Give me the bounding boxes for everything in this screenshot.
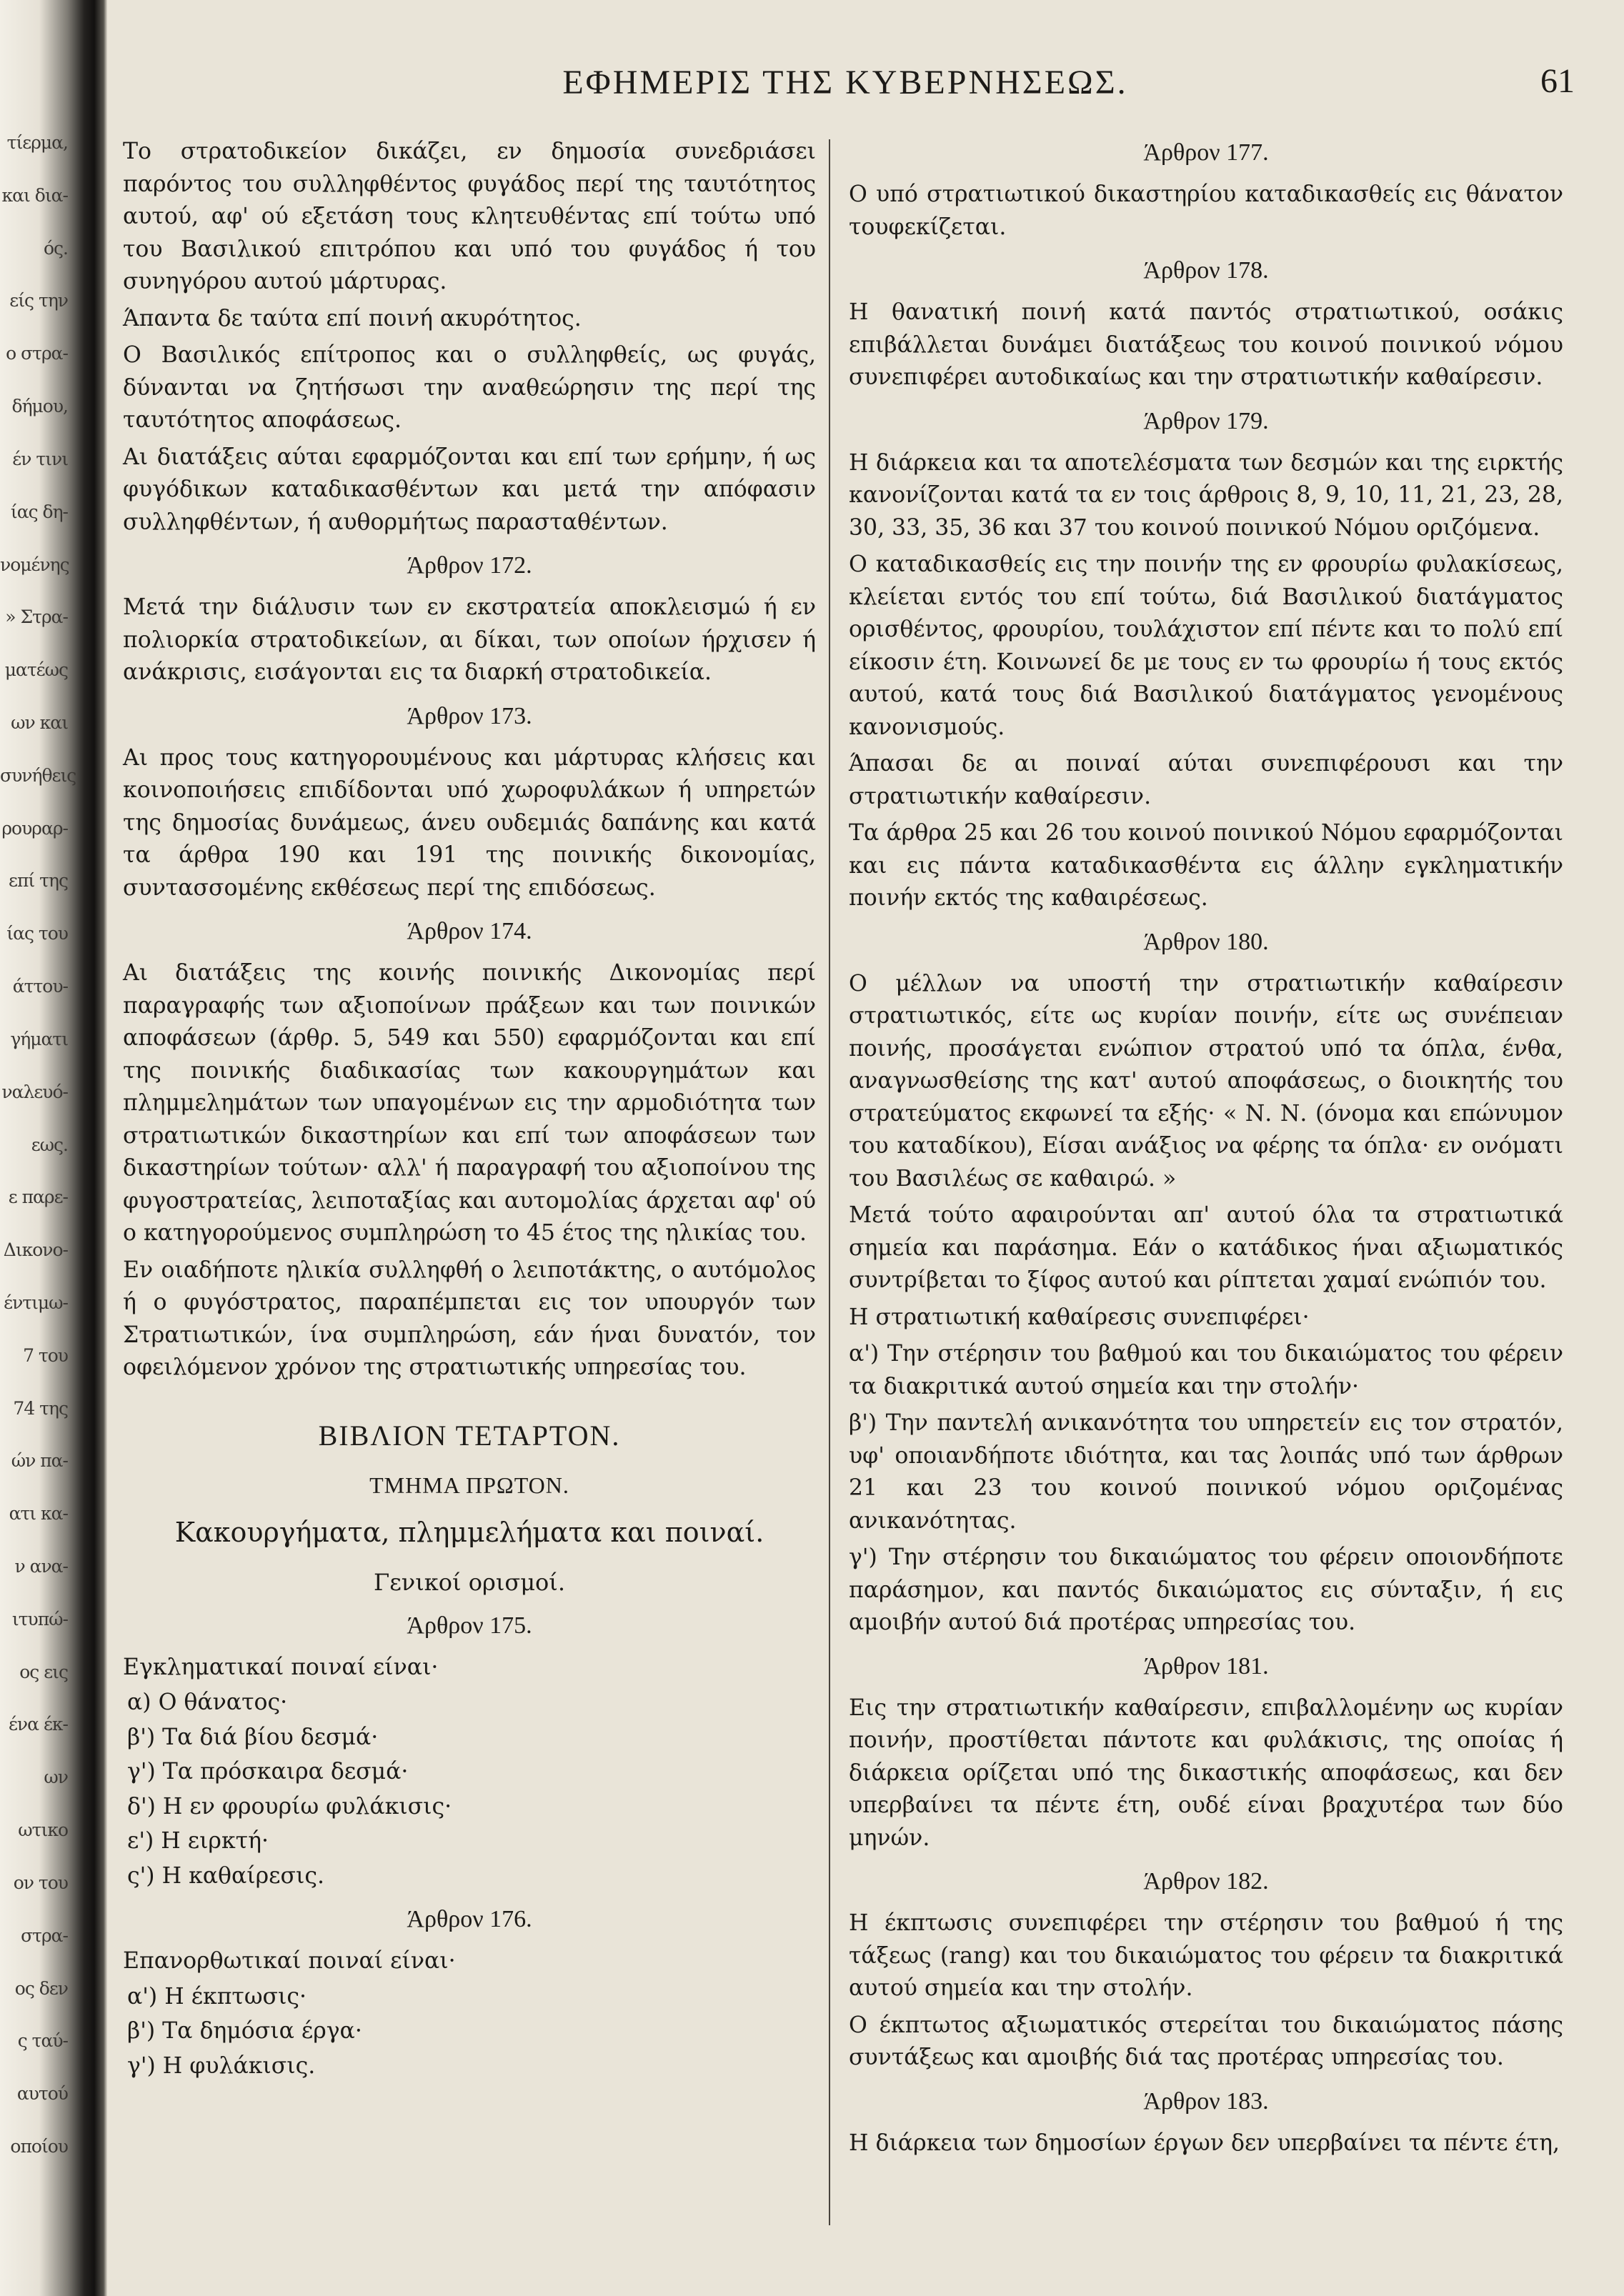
section-title: ΤΜΗΜΑ ΠΡΩΤΟΝ.: [369, 1472, 569, 1498]
paragraph: Τα άρθρα 25 και 26 του κοινού ποινικού Νόμου εφαρμόζονται και εις πάντα καταδικασθέντα εις άλλην εγκληματικήν ποινήν εκτός της καθαιρέσεως.: [849, 820, 1563, 911]
list-item: γ') Η φυλάκισις.: [127, 2052, 316, 2079]
margin-fragment: ίας του: [6, 923, 68, 944]
article-heading: Άρθρον 181.: [1143, 1652, 1269, 1679]
margin-fragment: δήμου,: [11, 396, 68, 416]
margin-fragment: οποίου: [10, 2136, 68, 2157]
article-heading: Άρθρον 182.: [1143, 1868, 1269, 1895]
article-heading: Άρθρον 179.: [1143, 407, 1269, 434]
general-provisions-heading: Γενικοί ορισμοί.: [373, 1568, 565, 1596]
margin-fragment: γήματι: [10, 1029, 68, 1049]
margin-fragment: συνήθεις: [0, 765, 76, 786]
margin-fragment: ωτικο: [18, 1820, 68, 1840]
article-heading: Άρθρον 176.: [407, 1906, 532, 1932]
margin-fragment: ο στρα-: [6, 343, 68, 364]
list-item: β') Τα δημόσια έργα·: [127, 2018, 362, 2044]
margin-fragment: ναλευό-: [1, 1082, 68, 1102]
paragraph: Το στρατοδικείον δικάζει, εν δημοσία συνεδριάσει παρόντος του συλληφθέντος φυγάδος περί της ταυτότητος αυτού, αφ' ού εξετάση τους κλητευθέντας επί τούτω υπό του Βασιλικού επιτρόπου και υπό του φυγάδος ή του συνηγόρου αυτού μάρτυρας.: [123, 139, 816, 294]
margin-fragment: ρουραρ-: [1, 818, 68, 839]
list-item: γ') Τα πρόσκαιρα δεσμά·: [127, 1759, 409, 1785]
paragraph: Ο έκπτωτος αξιωματικός στερείται του δικαιώματος πάσης συντάξεως και αμοιβής διά τας προτέρας υπηρεσίας του.: [849, 2012, 1563, 2070]
margin-fragment: ος δεν: [14, 1978, 68, 1999]
margin-fragment: τίερμα,: [6, 132, 68, 153]
article-heading: Άρθρον 174.: [407, 918, 532, 944]
margin-fragment: ν ανα-: [14, 1556, 68, 1577]
paragraph: Ο υπό στρατιωτικού δικαστηρίου καταδικασθείς εις θάνατον τουφεκίζεται.: [849, 181, 1563, 240]
list-item: δ') Η εν φρουρίω φυλάκισις·: [127, 1793, 452, 1820]
paragraph: Η θανατική ποινή κατά παντός στρατιωτικού, οσάκις επιβάλλεται δυνάμει διατάξεως του κοινού ποινικού νόμου συνεπιφέρει αυτοδικαίως και την στρατιωτικήν καθαίρεσιν.: [849, 299, 1563, 390]
margin-fragment: ίας δη-: [10, 501, 68, 522]
book-title: ΒΙΒΛΙΟΝ ΤΕΤΑΡΤΟΝ.: [318, 1419, 621, 1452]
margin-fragment: έντιμω-: [4, 1292, 68, 1313]
list-item: α) Ο θάνατος·: [127, 1689, 288, 1715]
paragraph: Άπασαι δε αι ποιναί αύται συνεπιφέρουσι και την στρατιωτικήν καθαίρεσιν.: [849, 751, 1563, 809]
list-item: ς') Η καθαίρεσις.: [127, 1862, 324, 1889]
margin-fragment: Δικονο-: [3, 1239, 68, 1260]
margin-fragment: 7 του: [23, 1345, 68, 1366]
margin-fragment: ων: [44, 1767, 68, 1787]
margin-fragment: ον του: [13, 1872, 68, 1893]
margin-fragment: ών πα-: [11, 1450, 68, 1471]
margin-fragment: ός.: [44, 238, 68, 259]
article-heading: Άρθρον 177.: [1143, 139, 1269, 166]
margin-fragment: ε παρε-: [8, 1187, 68, 1207]
paragraph: Ο Βασιλικός επίτροπος και ο συλληφθείς, ως φυγάς, δύνανται να ζητήσωσι την αναθεώρησιν της περί της ταυτότητος αποφάσεως.: [123, 342, 816, 433]
margin-fragment: στρα-: [21, 1925, 68, 1946]
margin-fragment: εως.: [31, 1134, 68, 1155]
paragraph: Μετά τούτο αφαιρούνται απ' αυτού όλα τα στρατιωτικά σημεία και παράσημα. Εάν ο κατάδικος ήναι αξιωματικός συντρίβεται το ξίφος αυτού και ρίπτεται χαμαί ενώπιόν του.: [849, 1202, 1563, 1293]
page-header: [120, 57, 1575, 107]
article-heading: Άρθρον 183.: [1143, 2087, 1269, 2115]
paragraph: Ο καταδικασθείς εις την ποινήν της εν φρουρίω φυλακίσεως, κλείεται εντός του επί τούτω, διά Βασιλικού διατάγματος ορισθέντος, φρουρίου, τουλάχιστον επί πέντε και το πολύ επί είκοσιν έτη. Κοινωνεί δε με τους εν τω φρουρίω ή τους εκτός αυτού, κατά τους διά Βασιλικού διατάγματος γενομένους κανονισμούς.: [849, 551, 1563, 740]
margin-fragment: ένα έκ-: [8, 1714, 68, 1735]
paragraph: Η στρατιωτική καθαίρεσις συνεπιφέρει·: [849, 1304, 1310, 1330]
paragraph: Εις την στρατιωτικήν καθαίρεσιν, επιβαλλομένην ως κυρίαν ποινήν, προστίθεται πάντοτε και φυλάκισις, της οποίας ή διάρκεια ορίζεται υπό της δικαστικής αποφάσεως, και δεν υπερβαίνει τα πέντε έτη, ουδέ είναι βραχυτέρα των δύο μηνών.: [849, 1694, 1563, 1851]
margin-fragment: » Στρα-: [5, 607, 68, 627]
margin-fragment: άττου-: [12, 976, 68, 997]
paragraph: Η διάρκεια και τα αποτελέσματα των δεσμών και της ειρκτής κανονίζονται κατά τα εν τοις άρθροις 8, 9, 10, 11, 21, 23, 28, 30, 33, 35, 36 και 37 του κοινού ποινικού Νόμου οριζόμενα.: [849, 449, 1563, 541]
paragraph: Ο μέλλων να υποστή την στρατιωτικήν καθαίρεσιν στρατιωτικός, είτε ως κυρίαν ποινήν, είτε ως συνέπειαν ποινής, προσάγεται ενώπιον στρατού υπό τα όπλα, ένθα, αναγνωσθείσης της κατ' αυτού αποφάσεως, ο διοικητής του στρατεύματος εκφωνεί τα εξής· « Ν. Ν. (όνομα και επώνυμον του καταδίκου), Είσαι ανάξιος να φέρης τα όπλα· εν ονόματι του Βασιλέως σε καθαιρώ. »: [849, 970, 1563, 1192]
paragraph: γ') Την στέρησιν του δικαιώματος του φέρειν οποιονδήποτε παράσημον, και παντός δικαιώματος εις σύνταξιν, ή εις αμοιβήν αυτού διά προτέρας υπηρεσίας του.: [849, 1544, 1563, 1635]
margin-fragment: ατι κα-: [9, 1503, 68, 1524]
paragraph: Αι διατάξεις αύται εφαρμόζονται και επί των ερήμην, ή ως φυγόδικων καταδικασθέντων και μετά την απόφασιν συλληφθέντων, ή αυθορμήτως παρασταθέντων.: [123, 444, 816, 535]
article-heading: Άρθρον 180.: [1143, 928, 1269, 955]
paragraph: Αι προς τους κατηγορουμένους και μάρτυρας κλήσεις και κοινοποιήσεις επιδίδονται υπό χωροφυλάκων ή υπηρετών της δημοσίας δυνάμεως, άνευ ουδεμιάς δαπάνης και κατά τα άρθρα 190 και 191 της ποινικής δικονομίας, συντασσομένης εκθέσεως περί της επιδόσεως.: [123, 744, 816, 901]
margin-fragment: 74 της: [13, 1398, 68, 1419]
page-title: ΕΦΗΜΕΡΙΣ ΤΗΣ ΚΥΒΕΡΝΗΣΕΩΣ.: [562, 64, 1128, 101]
list-item: α') Η έκπτωσις·: [127, 1983, 307, 2010]
paragraph: Αι διατάξεις της κοινής ποινικής Δικονομίας περί παραγραφής των αξιοποίνων πράξεων και των ποινικών αποφάσεων (άρθρ. 5, 549 και 550) εφαρμόζονται και επί της ποινικής διαδικασίας των κακουργημάτων και πλημμελημάτων των υπαγομένων εις την αρμοδιότητα των στρατιωτικών δικαστηρίων και επί των αποφάσεων των δικαστηρίων τούτων· αλλ' ή παραγραφή του αξιοποίνου της φυγοστρατείας, λειποταξίας και αυτομολίας άρχεται αφ' ού ο κατηγορούμενος συμπληρώση το 45 έτος της ηλικίας του.: [123, 960, 816, 1246]
margin-fragment: είς την: [9, 290, 68, 311]
margin-fragment: αυτού: [16, 2083, 68, 2104]
article-heading: Άρθρον 172.: [407, 552, 532, 579]
margin-fragment: επί της: [9, 870, 68, 891]
paragraph: Η διάρκεια των δημοσίων έργων δεν υπερβαίνει τα πέντε έτη,: [849, 2130, 1560, 2156]
list-intro: Επανορθωτικαί ποιναί είναι·: [123, 1948, 456, 1974]
margin-fragment: ος εις: [19, 1662, 68, 1682]
subject-title: Κακουργήματα, πλημμελήματα και ποιναί.: [174, 1516, 764, 1548]
margin-fragment: ματέως: [4, 659, 68, 680]
margin-fragment: ων και: [11, 712, 68, 733]
paragraph: Εν οιαδήποτε ηλικία συλληφθή ο λειποτάκτης, ο αυτόμολος ή ο φυγόστρατος, παραπέμπεται εις τον υπουργόν των Στρατιωτικών, ίνα συμπληρώση, εάν ήναι δυνατόν, τον οφειλόμενον χρόνον της στρατιωτικής υπηρεσίας του.: [123, 1257, 816, 1380]
list-intro: Εγκληματικαί ποιναί είναι·: [123, 1654, 439, 1680]
column-divider: [829, 139, 830, 2225]
paragraph: Μετά την διάλυσιν των εν εκστρατεία αποκλεισμώ ή εν πολιορκία στρατοδικείων, αι δίκαι, των οποίων ήρχισεν ή ανάκρισις, εισάγονται εις τα διαρκή στρατοδικεία.: [123, 594, 816, 685]
paragraph: β') Την παντελή ανικανότητα του υπηρετείν εις τον στρατόν, υφ' οποιανδήποτε ιδιότητα, και τας λοιπάς υπό των άρθρων 21 και 23 του κοινού ποινικού νόμου οριζομένας ανικανότητας.: [849, 1410, 1563, 1534]
left-column: [123, 136, 816, 2272]
margin-fragment: ς ταύ-: [17, 2030, 68, 2051]
article-heading: Άρθρον 178.: [1143, 257, 1269, 284]
right-column: [849, 136, 1563, 2272]
margin-fragment: ιτυπώ-: [11, 1609, 68, 1629]
list-item: ε') Η ειρκτή·: [127, 1828, 269, 1854]
article-heading: Άρθρον 175.: [407, 1612, 532, 1639]
paragraph: Άπαντα δε ταύτα επί ποινή ακυρότητος.: [123, 305, 582, 331]
paragraph: Η έκπτωσις συνεπιφέρει την στέρησιν του βαθμού ή της τάξεως (rang) και του δικαιώματος του φέρειν τα διακριτικά αυτού σημεία και την στολήν.: [849, 1910, 1563, 2001]
article-heading: Άρθρον 173.: [407, 702, 532, 729]
page-number: 61: [1540, 62, 1575, 100]
margin-fragment: και δια-: [1, 185, 68, 206]
margin-fragment: έν τινι: [12, 449, 68, 469]
margin-fragment: νομένης: [0, 554, 69, 575]
list-item: β') Τα διά βίου δεσμά·: [127, 1724, 379, 1750]
paragraph: α') Την στέρησιν του βαθμού και του δικαιώματος του φέρειν τα διακριτικά αυτού σημεία και την στολήν·: [849, 1341, 1563, 1399]
